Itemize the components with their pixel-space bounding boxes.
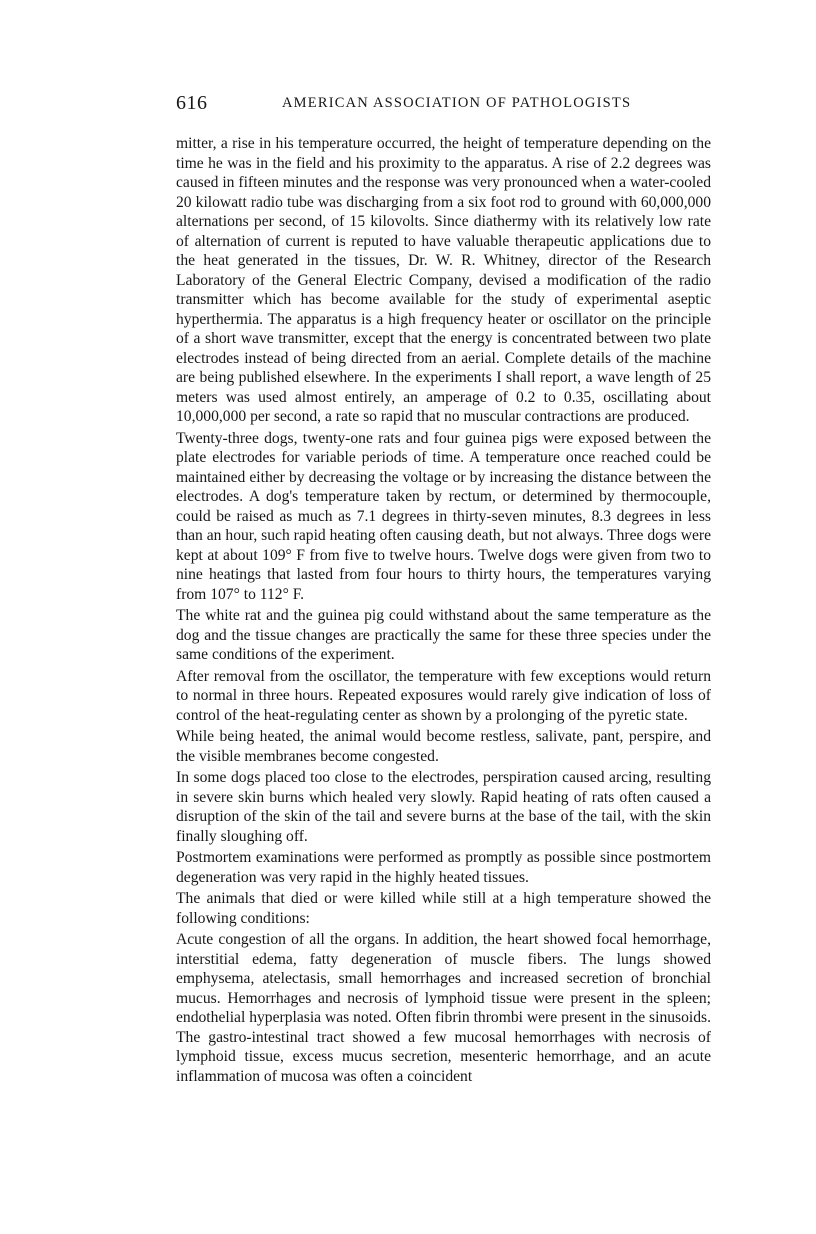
paragraph-while-heated: While being heated, the animal would become restless, salivate, pant, perspire, and the visible membranes become congested. — [176, 728, 711, 765]
paragraph-acute-congestion: Acute congestion of all the organs. In addition, the heart showed focal hemorrhage, interstitial edema, fatty degeneration of muscle fibers. The lungs showed emphysema, atelectasis, small hemorrhages and increased secretion of bronchial mucus. Hemorrhages and necrosis of lymphoid tissue were present in the spleen; endothelial hyperplasia was noted. Often fibrin thrombi were present in the sinusoids. The gastro-intestinal tract showed a few mucosal hemorrhages with necrosis of lymphoid tissue, excess mucus secretion, mesenteric hemorrhage, and an acute inflammation of mucosa was often a coincident — [176, 931, 711, 1085]
body-text — [176, 134, 711, 1088]
paragraph-rat-guinea-pig: The white rat and the guinea pig could withstand about the same temperature as the dog and the tissue changes are practically the same for these three species under the same conditions of the experiment. — [176, 607, 711, 663]
paragraph-skin-burns: In some dogs placed too close to the electrodes, perspiration caused arcing, resulting in severe skin burns which healed very slowly. Rapid heating of rats often caused a disruption of the skin of the tail and severe burns at the base of the tail, with the skin finally sloughing off. — [176, 769, 711, 845]
paragraph-postmortem: Postmortem examinations were performed as promptly as possible since postmortem degeneration was very rapid in the highly heated tissues. — [176, 849, 711, 886]
page-number: 616 — [176, 92, 208, 114]
paragraph-animals-exposed: Twenty-three dogs, twenty-one rats and four guinea pigs were exposed between the plate electrodes for variable periods of time. A temperature once reached could be maintained either by decreasing the voltage or by increasing the distance between the electrodes. A dog's temperature taken by rectum, or determined by thermocouple, could be raised as much as 7.1 degrees in thirty-seven minutes, 8.3 degrees in less than an hour, such rapid heating often causing death, but not always. Three dogs were kept at about 109° F from five to twelve hours. Twelve dogs were given from two to nine heatings that lasted from four hours to thirty hours, the temperatures varying from 107° to 112° F. — [176, 429, 711, 603]
paragraph-after-removal: After removal from the oscillator, the temperature with few exceptions would return to normal in three hours. Repeated exposures would rarely give indication of loss of control of the heat-regulating center as shown by a prolonging of the pyretic state. — [176, 667, 711, 724]
paragraph-continuation: mitter, a rise in his temperature occurred, the height of temperature depending on the time he was in the field and his proximity to the apparatus. A rise of 2.2 degrees was caused in fifteen minutes and the response was very pronounced when a water-cooled 20 kilowatt radio tube was discharging from a six foot rod to ground with 60,000,000 alternations per second, of 15 kilovolts. Since diathermy with its relatively low rate of alternation of current is reputed to have valuable therapeutic applications due to the heat generated in the tissues, Dr. W. R. Whitney, director of the Research Laboratory of the General Electric Company, devised a modification of the radio transmitter which has become available for the study of experimental aseptic hyperthermia. The apparatus is a high frequency heater or oscillator on the principle of a short wave transmitter, except that the energy is concentrated between two plate electrodes instead of being directed from an aerial. Complete details of the machine are being published elsewhere. In the experiments I shall report, a wave length of 25 meters was used almost entirely, an amperage of 0.2 to 0.35, oscillating about 10,000,000 per second, a rate so rapid that no muscular contractions are produced. — [176, 135, 711, 425]
page-header — [176, 92, 711, 118]
running-title: AMERICAN ASSOCIATION OF PATHOLOGISTS — [282, 95, 632, 111]
paragraph-conditions-intro: The animals that died or were killed while still at a high temperature showed the following conditions: — [176, 890, 711, 927]
